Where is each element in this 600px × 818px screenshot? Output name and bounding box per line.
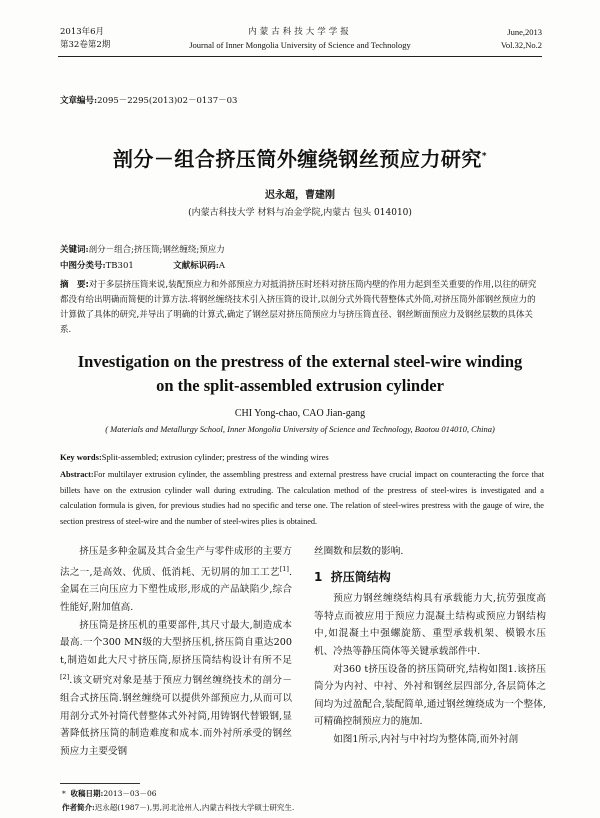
journal-name-en: Journal of Inner Mongolia University of Science and Technology xyxy=(189,40,411,50)
section-heading xyxy=(314,569,546,587)
body-paragraph xyxy=(60,617,292,761)
author-bio: 迟永超(1987－),男,河北沧州人,内蒙古科技大学硕士研究生. xyxy=(94,803,295,812)
paper-title-en xyxy=(0,350,600,398)
paper-title-cn xyxy=(0,143,600,172)
abstract-en-text: For multilayer extrusion cylinder, the assembling prestress and external prestress have crucial impact on counteracting the force that billets have on the extrusion cylinder wall during extruding. The calculation method of the prestress of steel-wires is investigated and a calculation formula is given, for previous studies had no specific and terse one. The relation of steel-wires prestress with the gauge of wire, the section prestress of steel-wire and the number of steel-wires plies is obtained. xyxy=(60,470,544,526)
keywords-cn-label: 关键词: xyxy=(60,245,89,255)
paper-title-en-line2: on the split-assembled extrusion cylinder xyxy=(156,376,444,395)
abstract-cn xyxy=(60,278,544,338)
body-paragraph: 丝圈数和层数的影响. xyxy=(314,546,404,557)
keywords-en-label: Key words: xyxy=(60,452,102,462)
journal-date-volume-en xyxy=(501,26,542,52)
keywords-en xyxy=(60,452,544,462)
abstract-en xyxy=(60,467,544,529)
classification-line xyxy=(60,259,544,274)
volume-issue: 第32卷第2期 xyxy=(60,40,111,50)
article-number: 文章编号:2095－2295(2013)02－0137－03 xyxy=(60,96,238,106)
footnote-received xyxy=(62,788,157,799)
doc-code-label: 文献标识码: xyxy=(173,261,219,271)
title-footnote-mark: * xyxy=(481,151,488,162)
body-text: .该文研究对象是基于预应力钢丝缠绕技术的剖分－组合式挤压筒.钢丝缠绕可以提供外部预应力,从而可以用剖分式外衬筒代替整体式外衬筒,用铸钢代替锻钢,显著降低挤压筒的制造难度和成本.而外衬所承受的钢丝预应力主要受钢 xyxy=(60,675,292,757)
footnote-mark: * xyxy=(62,789,71,798)
body-text: 挤压筒是挤压机的重要部件,其尺寸最大,制造成本最高.一个300 MN级的大型挤压机,挤压筒自重达200 t,制造如此大尺寸挤压筒,原挤压筒结构设计有所不足 xyxy=(60,619,292,666)
paper-title-cn-text: 剖分－组合挤压筒外缠绕钢丝预应力研究 xyxy=(112,147,482,171)
body-text: .金属在三向压应力下塑性成形,形成的产品缺陷少,综合性能好,附加值高. xyxy=(60,566,292,613)
authors-cn: 迟永超，曹建刚 xyxy=(265,190,335,201)
body-paragraph: 如图1所示,内衬与中衬均为整体筒,而外衬剖 xyxy=(333,733,519,745)
received-date: 2013－03－06 xyxy=(103,789,157,798)
journal-name-cn: 内蒙古科技大学学报 xyxy=(248,27,352,37)
body-paragraph xyxy=(60,543,292,617)
abstract-cn-text: 对于多层挤压筒来说,装配预应力和外部预应力对抵消挤压时坯料对挤压筒内壁的作用力起到至关重要的作用,以往的研究都没有给出明确而简便的计算方法.将钢丝缠绕技术引入挤压筒的设计,以剖分式外筒代替整体式外筒,对挤压筒外部钢丝预应力的计算做了具体的研究,并导出了明确的计算式,确定了钢丝层对挤压筒预应力与挤压筒直径、钢丝断面预应力及钢丝层数的具体关系. xyxy=(60,280,537,335)
section-title: 挤压筒结构 xyxy=(330,569,391,584)
body-paragraph: 预应力钢丝缠绕结构具有承载能力大,抗劳强度高等特点而被应用于预应力混凝土结构或预应力钢结构中,如混凝土中强螺旋筋、重型承载机架、模锻水压机、冷热等静压筒体等关键承载部件中. xyxy=(314,593,546,657)
body-paragraph: 对360 t挤压设备的挤压筒研究,结构如图1.该挤压筒分为内衬、中衬、外衬和钢丝层四部分,各层筒体之间均为过盈配合,装配简单,通过钢丝缠绕成为一个整体,可精确控制预应力的施加. xyxy=(314,663,546,728)
keywords-cn-text: 剖分－组合;挤压筒;钢丝缠绕;预应力 xyxy=(88,245,225,255)
abstract-en-label: Abstract: xyxy=(60,470,94,479)
keywords-en-text: Split-assembled; extrusion cylinder; prestress of the winding wires xyxy=(101,452,329,462)
citation: [1] xyxy=(279,564,289,573)
citation: [2] xyxy=(60,673,70,682)
clc-label: 中图分类号: xyxy=(60,261,106,271)
abstract-cn-label: 摘 要: xyxy=(60,280,89,290)
doc-code-value: A xyxy=(218,261,225,271)
body-column-right xyxy=(314,543,546,749)
issue-date: 2013年6月 xyxy=(60,27,105,37)
footnote-author xyxy=(62,802,294,813)
paper-title-en-line1: Investigation on the prestress of the external steel-wire winding xyxy=(77,352,523,371)
affiliation-en: ( Materials and Metallurgy School, Inner Mongolia University of Science and Technology, Baotou 014010, China) xyxy=(105,424,495,434)
footnote-divider xyxy=(60,783,140,784)
received-label: 收稿日期: xyxy=(70,789,104,798)
article-number-value: 2095－2295(2013)02－0137－03 xyxy=(97,96,238,106)
body-column-left xyxy=(60,543,292,761)
authors-en: CHI Yong-chao, CAO Jian-gang xyxy=(234,408,366,419)
keywords-cn xyxy=(60,243,544,258)
volume-issue-en: Vol.32,No.2 xyxy=(500,40,542,50)
section-number: 1 xyxy=(314,569,323,584)
affiliation-cn: (内蒙古科技大学 材料与冶金学院,内蒙古 包头 014010) xyxy=(188,208,412,218)
issue-date-en: June,2013 xyxy=(507,27,542,37)
body-text: 挤压是多种金属及其合金生产与零件成形的主要方法之一,是高效、优质、低消耗、无切屑的加工工艺 xyxy=(60,546,292,578)
clc-value: TB301 xyxy=(105,261,134,271)
header-divider xyxy=(58,56,542,57)
author-bio-label: 作者简介: xyxy=(62,803,95,812)
